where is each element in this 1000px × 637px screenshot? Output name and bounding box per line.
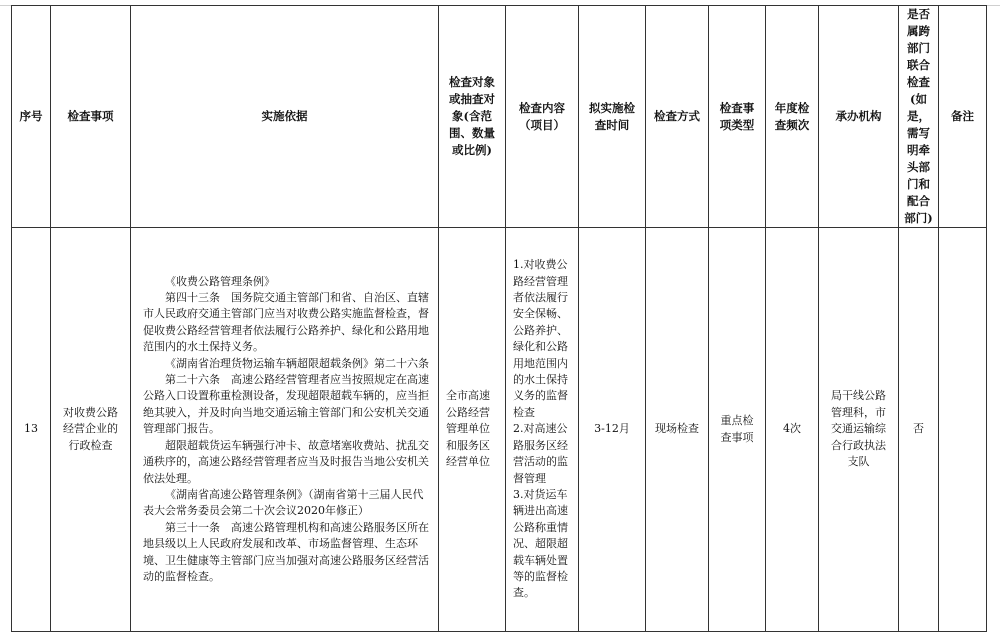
table-row xyxy=(12,228,987,632)
basis-paragraph: 第四十三条 国务院交通主管部门和省、自治区、直辖市人民政府交通主管部门应当对收费公路实施监督检查，督促收费公路经营管理者依法履行公路养护、绿化和公路用地范围内的水土保持义务。 xyxy=(143,291,429,354)
header-method: 检查方式 xyxy=(646,6,709,228)
header-note: 备注 xyxy=(939,6,987,228)
cell-content xyxy=(506,228,579,632)
header-type: 检查事项类型 xyxy=(709,6,766,228)
header-item: 检查事项 xyxy=(51,6,131,228)
cell-org: 局干线公路管理科，市交通运输综合行政执法支队 xyxy=(819,228,899,632)
content-item: 3.对货运车辆进出高速公路称重情况、超限超载车辆处置等的监督检查。 xyxy=(513,487,568,600)
cell-joint: 否 xyxy=(899,228,939,632)
cell-seq: 13 xyxy=(12,228,51,632)
basis-paragraph: 第三十一条 高速公路管理机构和高速公路服务区所在地县级以上人民政府发展和改革、市场监督管理、生态环境、卫生健康等主管部门应当加强对高速公路服务区经营活动的监督检查。 xyxy=(143,520,429,583)
content-text xyxy=(506,257,578,602)
basis-paragraph: 《收费公路管理条例》 xyxy=(165,274,275,288)
content-item: 2.对高速公路服务区经营活动的监督管理 xyxy=(513,422,568,485)
cell-note xyxy=(939,228,987,632)
header-row xyxy=(12,6,987,228)
inspection-table xyxy=(11,5,987,632)
content-item: 1.对收费公路经营管理者依法履行安全保畅、公路养护、绿化和公路用地范围内的水土保持义务的监督检查 xyxy=(513,258,568,419)
header-org: 承办机构 xyxy=(819,6,899,228)
basis-paragraph: 超限超载货运车辆强行冲卡、故意堵塞收费站、扰乱交通秩序的，高速公路经营管理者应当及时报告当地公安机关依法处理。 xyxy=(143,438,429,485)
cell-time: 3-12月 xyxy=(579,228,646,632)
header-time: 拟实施检查时间 xyxy=(579,6,646,228)
header-freq: 年度检查频次 xyxy=(766,6,819,228)
basis-paragraph: 《湖南省高速公路管理条例》（湖南省第十三届人民代表大会常务委员会第二十次会议2020年修正） xyxy=(143,487,424,518)
basis-paragraph: 《湖南省治理货物运输车辆超限超载条例》第二十六条 xyxy=(165,356,429,370)
basis-text xyxy=(131,274,438,586)
cell-freq: 4次 xyxy=(766,228,819,632)
cell-object: 全市高速公路经营管理单位和服务区经营单位 xyxy=(439,228,506,632)
header-basis: 实施依据 xyxy=(131,6,439,228)
cell-item: 对收费公路经营企业的行政检查 xyxy=(51,228,131,632)
cell-basis xyxy=(131,228,439,632)
basis-paragraph: 第二十六条 高速公路经营管理者应当按照规定在高速公路入口设置称重检测设备，发现超限超载车辆的，应当拒绝其驶入，并及时向当地交通运输主管部门和公安机关交通管理部门报告。 xyxy=(143,373,429,436)
header-content: 检查内容（项目） xyxy=(506,6,579,228)
cell-method: 现场检查 xyxy=(646,228,709,632)
cell-type: 重点检查事项 xyxy=(709,228,766,632)
header-seq: 序号 xyxy=(12,6,51,228)
header-joint: 是否属跨部门联合检查(如是，需写明牵头部门和配合部门) xyxy=(899,6,939,228)
header-object: 检查对象或抽查对象(含范围、数量或比例) xyxy=(439,6,506,228)
